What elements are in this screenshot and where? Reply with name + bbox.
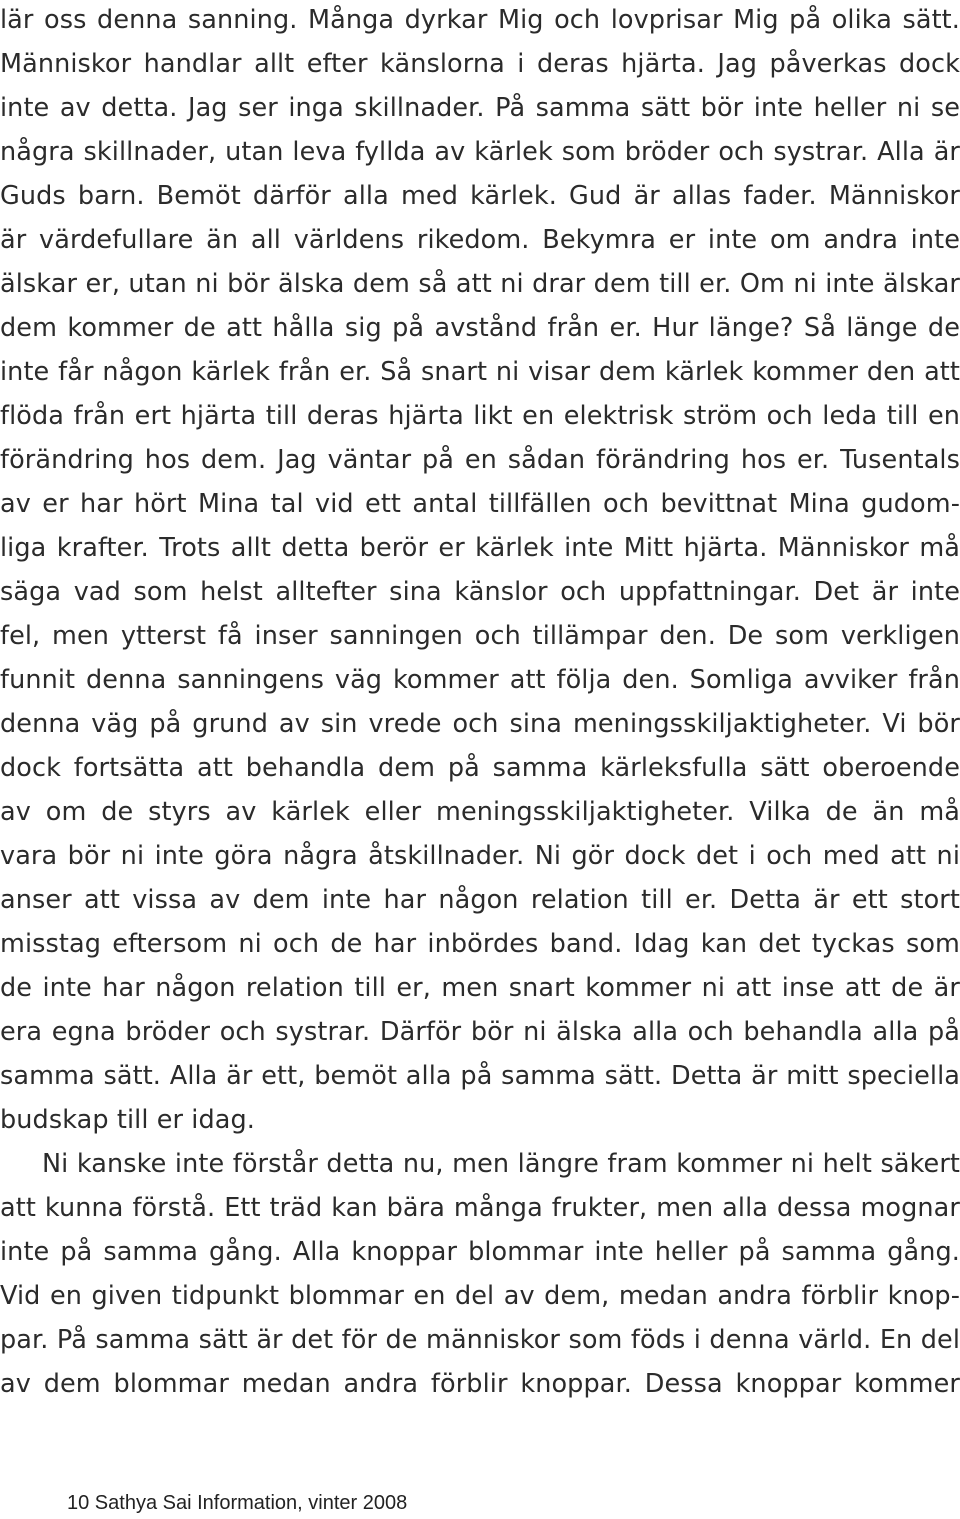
text-line: Människor handlar allt efter känslorna i deras hjärta. Jag påverkas dock: [0, 49, 960, 79]
text-line: budskap till er idag.: [0, 1105, 255, 1135]
text-line: av er har hört Mina tal vid ett antal tillfällen och bevittnat Mina gudom-: [0, 489, 960, 519]
text-line: av dem blommar medan andra förblir knoppar. Dessa knoppar kommer: [0, 1369, 960, 1399]
text-line: Vid en given tidpunkt blommar en del av dem, medan andra förblir knop-: [0, 1281, 960, 1311]
text-line: dock fortsätta att behandla dem på samma kärleksfulla sätt oberoende: [0, 753, 960, 783]
text-line: att kunna förstå. Ett träd kan bära många frukter, men alla dessa mognar: [0, 1193, 960, 1223]
text-line: är värdefullare än all världens rikedom. Bekymra er inte om andra inte: [0, 225, 960, 255]
text-line: Ni kanske inte förstår detta nu, men längre fram kommer ni helt säkert: [42, 1149, 960, 1179]
text-line: lär oss denna sanning. Många dyrkar Mig och lovprisar Mig på olika sätt.: [0, 5, 960, 35]
text-line: förändring hos dem. Jag väntar på en sådan förändring hos er. Tusentals: [0, 445, 960, 475]
text-line: flöda från ert hjärta till deras hjärta likt en elektrisk ström och leda till en: [0, 401, 960, 431]
text-line: dem kommer de att hålla sig på avstånd från er. Hur länge? Så länge de: [0, 313, 960, 343]
text-line: inte på samma gång. Alla knoppar blommar inte heller på samma gång.: [0, 1237, 960, 1267]
text-line: misstag eftersom ni och de har inbördes band. Idag kan det tyckas som: [0, 929, 960, 959]
text-line: de inte har någon relation till er, men snart kommer ni att inse att de är: [0, 973, 960, 1003]
text-line: anser att vissa av dem inte har någon relation till er. Detta är ett stort: [0, 885, 960, 915]
text-line: par. På samma sätt är det för de människor som föds i denna värld. En del: [0, 1325, 960, 1355]
text-line: fel, men ytterst få inser sanningen och tillämpar den. De som verkligen: [0, 621, 960, 651]
text-line: liga krafter. Trots allt detta berör er kärlek inte Mitt hjärta. Människor må: [0, 533, 960, 563]
text-line: samma sätt. Alla är ett, bemöt alla på samma sätt. Detta är mitt speciella: [0, 1061, 960, 1091]
text-line: funnit denna sanningens väg kommer att följa den. Somliga avviker från: [0, 665, 960, 695]
text-line: av om de styrs av kärlek eller meningsskiljaktigheter. Vilka de än må: [0, 797, 960, 827]
text-line: inte av detta. Jag ser inga skillnader. På samma sätt bör inte heller ni se: [0, 93, 960, 123]
text-line: Guds barn. Bemöt därför alla med kärlek. Gud är allas fader. Människor: [0, 181, 960, 211]
text-line: inte får någon kärlek från er. Så snart ni visar dem kärlek kommer den att: [0, 357, 960, 387]
text-line: några skillnader, utan leva fyllda av kärlek som bröder och systrar. Alla är: [0, 137, 960, 167]
text-line: denna väg på grund av sin vrede och sina meningsskiljaktigheter. Vi bör: [0, 709, 960, 739]
text-line: säga vad som helst alltefter sina känslor och uppfattningar. Det är inte: [0, 577, 960, 607]
text-line: vara bör ni inte göra några åtskillnader. Ni gör dock det i och med att ni: [0, 841, 960, 871]
text-line: era egna bröder och systrar. Därför bör ni älska alla och behandla alla på: [0, 1017, 960, 1047]
text-line: älskar er, utan ni bör älska dem så att ni drar dem till er. Om ni inte älskar: [0, 269, 960, 299]
page-footer: 10 Sathya Sai Information, vinter 2008: [67, 1492, 408, 1514]
